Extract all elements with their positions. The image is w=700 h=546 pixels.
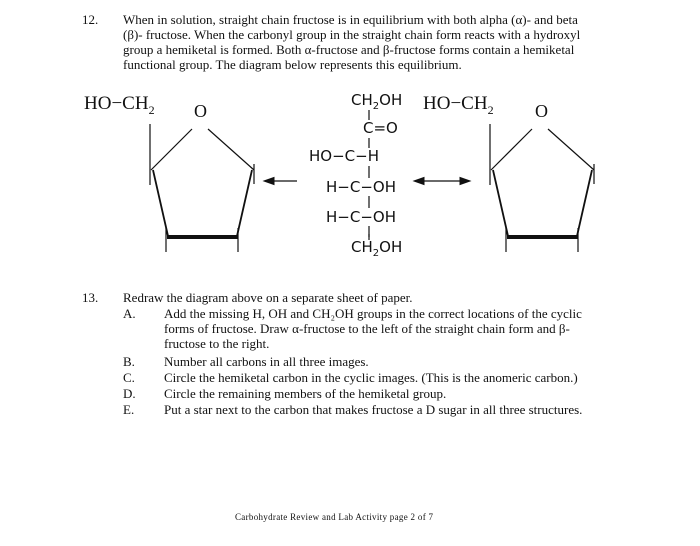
- left-ring-bond-c5-c4: [237, 170, 252, 236]
- question-12-line-3: group a hemiketal is formed. Both α-fructose and β-fructose forms contain a hemiketal: [123, 42, 575, 57]
- left-ring-oxygen: O: [194, 101, 207, 121]
- question-13-intro: Redraw the diagram above on a separate sheet of paper.: [123, 290, 413, 305]
- right-ring-oxygen: O: [535, 101, 548, 121]
- item-e-text: Put a star next to the carbon that makes fructose a D sugar in all three structures.: [164, 402, 583, 417]
- question-12-line-4: functional group. The diagram below represents this equilibrium.: [123, 57, 462, 72]
- item-d-label: D.: [123, 386, 136, 401]
- chain-c4-label: H−C−OH: [326, 178, 396, 196]
- item-c-label: C.: [123, 370, 135, 385]
- left-ring-ch2oh-main: HO−CH: [84, 93, 149, 114]
- left-equilibrium-arrow: [264, 178, 297, 185]
- question-13-number: 13.: [82, 290, 99, 305]
- question-12-line-1: When in solution, straight chain fructose is in equilibrium with both alpha (α)- and beta: [123, 12, 578, 27]
- left-ring-ch2oh-sub: 2: [148, 102, 155, 117]
- item-b-text: Number all carbons in all three images.: [164, 354, 369, 369]
- chain-c3-label: HO−C−H: [309, 147, 379, 165]
- question-12-line-2: (β)- fructose. When the carbonyl group in the straight chain form reacts with a hydroxyl: [123, 27, 581, 42]
- right-ring-ch2oh-sub: 2: [487, 102, 494, 117]
- left-ring-bond-c2-o: [151, 129, 192, 170]
- left-ring-lines: [150, 124, 254, 252]
- item-e-label: E.: [123, 402, 135, 417]
- question-12-number: 12.: [82, 12, 99, 27]
- right-ring-bond-o-c5: [548, 129, 594, 170]
- right-ring-bond-c2-o: [491, 129, 532, 170]
- item-a-text: Add the missing H, OH and CH₂OH groups in the correct locations of the cyclic forms of fructose. Draw α-fructose to the left of the straight chain form and β- fructose to the right.: [164, 306, 582, 351]
- chain-c5-label: H−C−OH: [326, 208, 396, 226]
- right-ring-ch2oh-label: [423, 93, 494, 118]
- right-ring-ch2oh-main: HO−CH: [423, 93, 488, 114]
- chain-c6-label: $CH_2OH$: [351, 238, 403, 259]
- item-b-label: B.: [123, 354, 135, 369]
- item-d-text: Circle the remaining members of the hemiketal group.: [164, 386, 447, 401]
- item-c-text: Circle the hemiketal carbon in the cyclic images. (This is the anomeric carbon.): [164, 370, 578, 385]
- left-ring-ch2oh-label: [84, 93, 155, 118]
- right-equilibrium-arrow: [414, 178, 470, 185]
- right-ring-bond-c2-c3: [493, 170, 508, 236]
- page-footer: Carbohydrate Review and Lab Activity page 2 of 7: [235, 512, 434, 522]
- chain-c1-label: $CH_2OH$: [351, 91, 403, 112]
- item-a-label: A.: [123, 306, 136, 321]
- chain-c2-label: C=O: [363, 119, 398, 137]
- right-ring-bond-c5-c4: [577, 170, 592, 236]
- right-ring-lines: [490, 124, 594, 252]
- left-ring-bond-o-c5: [208, 129, 254, 170]
- left-ring-bond-c2-c3: [153, 170, 168, 236]
